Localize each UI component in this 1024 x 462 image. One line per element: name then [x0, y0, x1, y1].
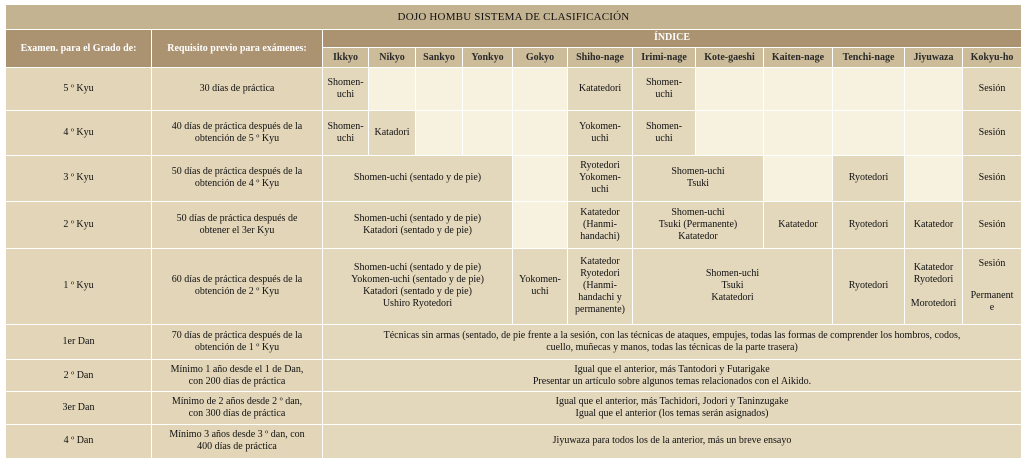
cell-kokyu-ho: Sesión — [963, 156, 1021, 201]
grade-label: 4 º Dan — [6, 425, 151, 458]
cell-kaiten-nage: Katatedor — [764, 202, 832, 248]
cell-gokyo: Yokomen- uchi — [513, 249, 567, 324]
cell-jiyuwaza-empty — [905, 156, 962, 201]
header-requisito: Requisito previo para exámenes: — [152, 30, 322, 67]
cell-shiho-nage: Katatedori — [568, 68, 632, 110]
requirement-text: 50 días de práctica después de la obtención de 4 º Kyu — [152, 156, 322, 201]
row-3er-dan — [6, 392, 1021, 423]
row-2-dan — [6, 360, 1021, 391]
cell-nikyo-empty — [369, 68, 415, 110]
dan-content: Jiyuwaza para todos los de la anterior, más un breve ensayo — [323, 425, 1021, 458]
cell-ikkyo-to-yonkyo: Shomen-uchi (sentado y de pie) Yokomen-uchi (sentado y de pie) Katadori (sentado y de pie) Ushiro Ryotedori — [323, 249, 512, 324]
header-indice: ÍNDICE — [323, 30, 1021, 47]
cell-nikyo: Katadori — [369, 111, 415, 155]
cell-kokyu-ho: Sesión — [963, 202, 1021, 248]
grade-label: 3er Dan — [6, 392, 151, 423]
cell-kaiten-nage-empty — [764, 68, 832, 110]
row-4-kyu — [6, 111, 1021, 155]
header-technique: Kote-gaeshi — [696, 48, 763, 68]
grade-label: 3 º Kyu — [6, 156, 151, 201]
cell-tenchi-nage: Ryotedori — [833, 156, 904, 201]
cell-sankyo-empty — [416, 111, 462, 155]
cell-ikkyo-to-yonkyo: Shomen-uchi (sentado y de pie) — [323, 156, 512, 201]
header-technique: Yonkyo — [463, 48, 512, 68]
grade-label: 5 º Kyu — [6, 68, 151, 110]
row-3-kyu — [6, 156, 1021, 201]
row-4-dan — [6, 425, 1021, 458]
cell-sankyo-empty — [416, 68, 462, 110]
classification-table — [5, 4, 1022, 459]
requirement-text: 50 días de práctica después de obtener el 3er Kyu — [152, 202, 322, 248]
row-5-kyu — [6, 68, 1021, 110]
requirement-text: 40 días de práctica después de la obtención de 5 º Kyu — [152, 111, 322, 155]
cell-gokyo-empty — [513, 156, 567, 201]
dan-content: Igual que el anterior, más Tantodori y Futarigake Presentar un artículo sobre algunos temas relacionados con el Aikido. — [323, 360, 1021, 391]
row-2-kyu — [6, 202, 1021, 248]
cell-irimi-nage: Shomen- uchi — [633, 68, 695, 110]
cell-tenchi-nage-empty — [833, 111, 904, 155]
title-row — [6, 5, 1021, 29]
requirement-text: 60 días de práctica después de la obtención de 2 º Kyu — [152, 249, 322, 324]
requirement-text: Mínimo de 2 años desde 2 º dan, con 300 días de práctica — [152, 392, 322, 423]
cell-yonkyo-empty — [463, 68, 512, 110]
row-1-kyu — [6, 249, 1021, 324]
cell-kokyu-ho — [963, 249, 1021, 324]
row-1er-dan — [6, 325, 1021, 359]
grade-label: 1 º Kyu — [6, 249, 151, 324]
cell-jiyuwaza: Katatedor Ryotedori Morotedori — [905, 249, 962, 324]
cell-tenchi-nage: Ryotedori — [833, 202, 904, 248]
header-technique: Sankyo — [416, 48, 462, 68]
cell-tenchi-nage: Ryotedori — [833, 249, 904, 324]
requirement-text: 70 días de práctica después de la obtención de 1 º Kyu — [152, 325, 322, 359]
cell-gokyo-empty — [513, 68, 567, 110]
cell-kaiten-nage-empty — [764, 111, 832, 155]
cell-irimi-to-kaiten: Shomen-uchi Tsuki Katatedori — [633, 249, 832, 324]
kokyu-ho-line-2: Permanent e — [970, 289, 1014, 313]
cell-jiyuwaza-empty — [905, 68, 962, 110]
cell-tenchi-nage-empty — [833, 68, 904, 110]
grade-label: 2 º Dan — [6, 360, 151, 391]
cell-yonkyo-empty — [463, 111, 512, 155]
header-technique: Gokyo — [513, 48, 567, 68]
cell-jiyuwaza-empty — [905, 111, 962, 155]
requirement-text: Mínimo 1 año desde el 1 de Dan, con 200 días de práctica — [152, 360, 322, 391]
grade-label: 2 º Kyu — [6, 202, 151, 248]
kokyu-ho-stack — [965, 249, 1019, 324]
cell-irimi-nage: Shomen- uchi — [633, 111, 695, 155]
cell-kokyu-ho: Sesión — [963, 68, 1021, 110]
requirement-text: 30 días de práctica — [152, 68, 322, 110]
header-technique: Ikkyo — [323, 48, 368, 68]
cell-ikkyo: Shomen- uchi — [323, 111, 368, 155]
requirement-text: Mínimo 3 años desde 3 º dan, con 400 días de práctica — [152, 425, 322, 458]
header-technique: Kaiten-nage — [764, 48, 832, 68]
header-examen: Examen. para el Grado de: — [6, 30, 151, 67]
cell-shiho-nage: Yokomen- uchi — [568, 111, 632, 155]
cell-shiho-nage: Katatedor Ryotedori (Hanmi- handachi y permanente) — [568, 249, 632, 324]
header-technique: Jiyuwaza — [905, 48, 962, 68]
grade-label: 4 º Kyu — [6, 111, 151, 155]
cell-ikkyo: Shomen- uchi — [323, 68, 368, 110]
cell-gokyo-empty — [513, 111, 567, 155]
cell-shiho-nage: Katatedor (Hanmi- handachi) — [568, 202, 632, 248]
cell-kote-gaeshi-empty — [696, 68, 763, 110]
cell-ikkyo-to-yonkyo: Shomen-uchi (sentado y de pie) Katadori (sentado y de pie) — [323, 202, 512, 248]
header-technique: Kokyu-ho — [963, 48, 1021, 68]
header-technique: Irimi-nage — [633, 48, 695, 68]
dan-content: Igual que el anterior, más Tachidori, Jodori y Taninzugake Igual que el anterior (los temas serán asignados) — [323, 392, 1021, 423]
header-technique: Shiho-nage — [568, 48, 632, 68]
header-technique: Tenchi-nage — [833, 48, 904, 68]
grade-label: 1er Dan — [6, 325, 151, 359]
cell-jiyuwaza: Katatedor — [905, 202, 962, 248]
cell-gokyo-empty — [513, 202, 567, 248]
cell-kokyu-ho: Sesión — [963, 111, 1021, 155]
table-title: DOJO HOMBU SISTEMA DE CLASIFICACIÓN — [6, 5, 1021, 29]
cell-shiho-nage: Ryotedori Yokomen- uchi — [568, 156, 632, 201]
cell-kote-gaeshi-empty — [696, 111, 763, 155]
cell-irimi-to-kote: Shomen-uchi Tsuki (Permanente) Katatedor — [633, 202, 763, 248]
header-technique: Nikyo — [369, 48, 415, 68]
cell-kaiten-nage-empty — [764, 156, 832, 201]
cell-irimi-to-kote: Shomen-uchi Tsuki — [633, 156, 763, 201]
classification-table-frame — [5, 4, 1019, 459]
header-row-1 — [6, 30, 1021, 47]
dan-content: Técnicas sin armas (sentado, de pie frente a la sesión, con las técnicas de ataques, empujes, todas las formas de comprender los hombros, codos, cuello, muñecas y manos, todas las técnicas de la parte trasera) — [323, 325, 1021, 359]
kokyu-ho-line-1: Sesión — [978, 258, 1006, 270]
